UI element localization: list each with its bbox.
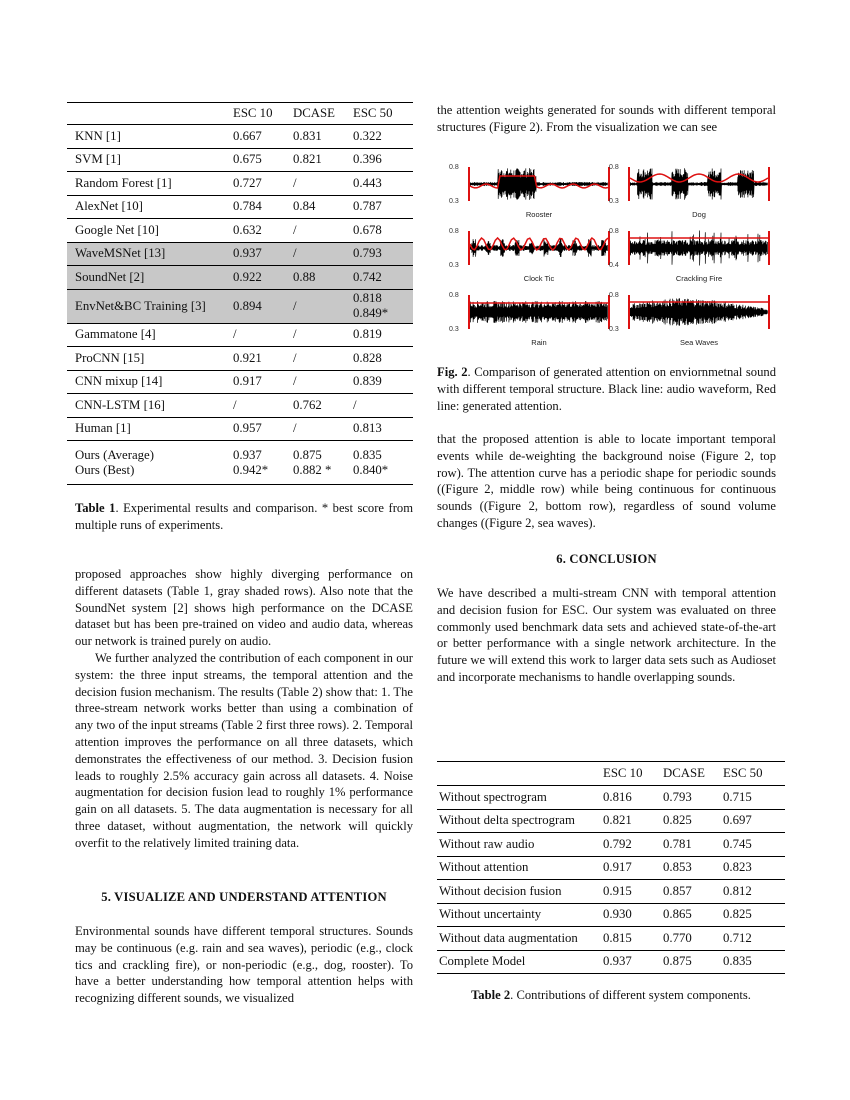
table-cell: 0.875 <box>663 954 692 969</box>
fig2-ytick-top: 0.8 <box>609 228 619 235</box>
fig2-panel <box>609 228 770 283</box>
fig2-ytick-top: 0.8 <box>609 164 619 171</box>
table2 <box>437 761 785 974</box>
fig2-ytick-bottom: 0.3 <box>609 326 619 333</box>
table-cell: / <box>293 175 297 190</box>
fig2-panel <box>609 164 770 219</box>
table-cell: / <box>353 397 357 412</box>
table-cell: 0.322 <box>353 128 382 143</box>
fig2-ytick-bottom: 0.3 <box>609 198 619 205</box>
fig2-panel-title: Clock Tic <box>523 274 555 283</box>
fig2-ytick-top: 0.8 <box>609 292 619 299</box>
fig2-edge-marker <box>628 167 630 201</box>
table2-header-esc10: ESC 10 <box>603 766 643 780</box>
table2-header-esc50: ESC 50 <box>723 766 763 780</box>
fig2-edge-marker <box>608 295 610 329</box>
table-cell-name: Human [1] <box>75 421 131 436</box>
table-cell: 0.819 <box>353 327 382 342</box>
left-para-1: proposed approaches show highly diverging performance on different datasets (Table 1, gray shaded rows). Also note that the SoundNet system [2] shows high performance on the DCASE dataset but has been pre-trained on video and audio data, whereas our network is trained purely on audio. <box>75 567 413 649</box>
left-para-2: We further analyzed the contribution of each component in our system: the three input streams, the temporal attention and the decision fusion mechanism. The results (Table 2) show that: 1. The three-stream network works better than using a combination of any two of the input streams (Table 2 first three rows). 2. Temporal attention improves the performance on all three datasets, which demonstrates the effectiveness of our method. 3. Decision fusion leads to roughly 2.5% accuracy gain across all datasets. 4. Noise augmentation for decision fusion lead to roughly 1% performance gain on all datasets. 5. The data augmentation is necessary for all three dataset, without augmentation, the network will quickly overfit to the relatively limited training data. <box>75 651 413 850</box>
table-cell: 0.88 <box>293 269 316 284</box>
table-cell: 0.894 <box>233 298 262 313</box>
fig2-ytick-bottom: 0.3 <box>449 262 459 269</box>
table-cell-name: CNN-LSTM [16] <box>75 397 165 412</box>
fig2-ytick-top: 0.8 <box>449 164 459 171</box>
table-row <box>67 370 413 394</box>
table-cell: 0.770 <box>663 930 692 945</box>
table-row <box>437 903 785 927</box>
table-cell: 0.697 <box>723 813 752 828</box>
table-cell: 0.815 <box>603 930 632 945</box>
table-cell-name: SoundNet [2] <box>75 269 145 284</box>
table1-caption <box>75 500 413 534</box>
table-cell: 0.816 <box>603 789 632 804</box>
right-para-mid: that the proposed attention is able to locate important temporal events while de-weighting the background noise (Figure 2, top row). The attention curve has a periodic shape for periodic sounds ((Figure 2, middle row) while being continuous for continuous sounds ((Figure 2, bottom row), regardless of sound volume changes ((Figure 2, sea waves). <box>437 432 776 530</box>
table1-header-esc10: ESC 10 <box>233 106 273 120</box>
table-cell: 0.875 <box>293 448 322 462</box>
table-row <box>67 289 413 323</box>
fig2-panel <box>609 292 770 347</box>
table1-caption-label: Table 1 <box>75 501 116 515</box>
table-row <box>437 880 785 904</box>
table-cell: 0.812 <box>723 883 752 898</box>
table-cell: 0.828 <box>353 350 382 365</box>
fig2-waveform <box>630 168 767 200</box>
fig2-ytick-top: 0.8 <box>449 228 459 235</box>
table-cell: 0.762 <box>293 397 322 412</box>
table-row <box>437 833 785 857</box>
table-cell: 0.792 <box>603 836 632 851</box>
table-cell: / <box>293 374 297 389</box>
table-cell-name: Without uncertainty <box>439 907 542 922</box>
fig2-caption-text: . Comparison of generated attention on enviornmetnal sound with different temporal structure. Black line: audio waveform, Red line: generated attention. <box>437 365 776 413</box>
table-cell: / <box>293 327 297 342</box>
table-cell <box>353 289 413 323</box>
table-cell-name: Without data augmentation <box>439 930 578 945</box>
table-cell-line: 0.818 <box>353 291 382 305</box>
table-cell-name: Gammatone [4] <box>75 327 156 342</box>
fig2-panel <box>449 228 610 283</box>
table2-header-row <box>437 762 785 786</box>
table-cell: 0.917 <box>233 374 262 389</box>
table-cell: 0.937 <box>233 246 262 261</box>
table-cell-name: Ours (Best) <box>75 463 135 477</box>
table-cell-name: Google Net [10] <box>75 222 159 237</box>
table-cell: 0.857 <box>663 883 692 898</box>
table-cell-name: ProCNN [15] <box>75 350 145 365</box>
table-cell: 0.839 <box>353 374 382 389</box>
right-para-top: the attention weights generated for sounds with different temporal structures (Figure 2). From the visualization we can see <box>437 103 776 134</box>
fig2-edge-marker <box>768 231 770 265</box>
table-row <box>67 347 413 371</box>
fig2-panel-title: Rain <box>531 338 547 347</box>
fig2-edge-marker <box>468 231 470 265</box>
table-cell-name: Complete Model <box>439 954 526 969</box>
table-cell: 0.727 <box>233 175 262 190</box>
table-cell-name: Ours (Average) <box>75 448 154 462</box>
fig2-waveform <box>470 168 607 200</box>
fig2-ytick-bottom: 0.4 <box>609 262 619 269</box>
table-row <box>437 856 785 880</box>
table-cell: / <box>293 222 297 237</box>
table-cell: 0.840* <box>353 463 389 477</box>
table-cell-name: SVM [1] <box>75 152 121 167</box>
table-row <box>67 148 413 172</box>
table-cell: 0.825 <box>723 907 752 922</box>
table-cell-name: Without attention <box>439 860 529 875</box>
table-cell: 0.443 <box>353 175 382 190</box>
fig2-edge-marker <box>468 295 470 329</box>
table-cell: 0.715 <box>723 789 752 804</box>
table-cell-name: Without raw audio <box>439 836 535 851</box>
table1-header-row <box>67 103 413 125</box>
table2-caption-label: Table 2 <box>471 988 511 1002</box>
table1-grid <box>67 102 413 485</box>
fig2-caption-label: Fig. 2 <box>437 365 468 379</box>
table-row <box>67 219 413 243</box>
table1-ours-row <box>67 441 413 464</box>
table-cell: 0.937 <box>233 448 262 462</box>
table-row <box>67 125 413 149</box>
fig2-panel-title: Crackling Fire <box>675 274 723 283</box>
table-row <box>437 809 785 833</box>
table-cell-name: EnvNet&BC Training [3] <box>75 298 206 313</box>
fig2-panel-title: Sea Waves <box>679 338 719 347</box>
table-cell: 0.712 <box>723 930 752 945</box>
table-cell: / <box>233 397 237 412</box>
fig2-ytick-bottom: 0.3 <box>449 326 459 333</box>
table-cell: / <box>293 350 297 365</box>
fig2-ytick-top: 0.8 <box>449 292 459 299</box>
table-row <box>67 417 413 441</box>
table-cell: 0.831 <box>293 128 322 143</box>
table-cell: 0.396 <box>353 152 382 167</box>
table-cell: 0.675 <box>233 152 262 167</box>
table1-caption-text: . Experimental results and comparison. * best score from multiple runs of experiments. <box>75 501 413 532</box>
fig2-edge-marker <box>768 167 770 201</box>
table-cell: 0.853 <box>663 860 692 875</box>
table-cell: 0.915 <box>603 883 632 898</box>
table2-grid <box>437 761 785 974</box>
section5-heading: 5. VISUALIZE AND UNDERSTAND ATTENTION <box>101 890 387 904</box>
table1-header-esc50: ESC 50 <box>353 106 393 120</box>
fig2-panel <box>449 164 610 219</box>
table-cell: / <box>293 246 297 261</box>
table-row <box>67 242 413 266</box>
table-cell: 0.793 <box>353 246 382 261</box>
table-cell: 0.921 <box>233 350 262 365</box>
table-cell: 0.784 <box>233 199 262 214</box>
table-cell-line: 0.849* <box>353 306 389 320</box>
table-cell: 0.957 <box>233 421 262 436</box>
fig2-caption <box>437 364 776 414</box>
table-cell-name: AlexNet [10] <box>75 199 143 214</box>
table-cell: 0.667 <box>233 128 262 143</box>
table-cell-name: Without decision fusion <box>439 883 562 898</box>
table-row <box>437 950 785 974</box>
table-cell: 0.821 <box>293 152 322 167</box>
fig2-panel-title: Dog <box>692 210 706 219</box>
table-cell: 0.937 <box>603 954 632 969</box>
fig2-ytick-bottom: 0.3 <box>449 198 459 205</box>
table1-ours-best-row <box>67 463 413 485</box>
table-cell-name: KNN [1] <box>75 128 121 143</box>
table2-caption-text: . Contributions of different system components. <box>510 988 751 1002</box>
table-cell: 0.882 * <box>293 463 332 477</box>
fig2-panel-title: Rooster <box>525 210 553 219</box>
table-cell: 0.821 <box>603 813 632 828</box>
table2-header-dcase: DCASE <box>663 766 705 780</box>
table-row <box>437 786 785 810</box>
table-cell: 0.793 <box>663 789 692 804</box>
table-cell: 0.922 <box>233 269 262 284</box>
table-cell: / <box>293 421 297 436</box>
fig2-edge-marker <box>768 295 770 329</box>
table-row <box>67 323 413 347</box>
fig2-edge-marker <box>628 231 630 265</box>
table-cell: 0.781 <box>663 836 692 851</box>
fig2-waveform <box>630 231 767 266</box>
fig2-panel <box>449 292 610 347</box>
table-cell: 0.823 <box>723 860 752 875</box>
fig2-edge-marker <box>468 167 470 201</box>
table-cell: 0.813 <box>353 421 382 436</box>
table-row <box>67 195 413 219</box>
fig2-edge-marker <box>608 231 610 265</box>
table-cell: 0.745 <box>723 836 752 851</box>
left-para-3: Environmental sounds have different temporal structures. Sounds may be continuous (e.g. rain and sea waves), periodic (e.g., clock tics and crackling fire), or non-periodic (e.g., dog, rooster). To have a better understanding how temporal attention helps with recognizing different sounds, we visualized <box>75 924 413 1006</box>
table-row <box>67 172 413 196</box>
table-cell-name: Without spectrogram <box>439 789 547 804</box>
table-row <box>67 266 413 290</box>
table-cell: / <box>233 327 237 342</box>
table-cell: 0.835 <box>353 448 382 462</box>
table-cell-name: Without delta spectrogram <box>439 813 575 828</box>
table-cell: 0.84 <box>293 199 316 214</box>
table-cell: 0.865 <box>663 907 692 922</box>
table1 <box>67 102 413 485</box>
table2-caption <box>437 987 785 1004</box>
table-cell: 0.917 <box>603 860 632 875</box>
table-cell: 0.942* <box>233 463 269 477</box>
right-para-conclusion: We have described a multi-stream CNN with temporal attention and decision fusion for ESC. Our system was evaluated on three commonly used benchmark data sets and achieved state-of-the-art or better performance with a single network architecture. In the future we will extend this work to larger data sets such as Audioset and incorporate mechanisms to handle overlapping sounds. <box>437 586 776 684</box>
table-row <box>67 394 413 418</box>
table-cell: 0.678 <box>353 222 382 237</box>
table-cell: 0.825 <box>663 813 692 828</box>
fig2-edge-marker <box>628 295 630 329</box>
table-cell-name: WaveMSNet [13] <box>75 246 166 261</box>
table1-header-dcase: DCASE <box>293 106 335 120</box>
table-cell: 0.930 <box>603 907 632 922</box>
table-cell: / <box>293 298 297 313</box>
table-cell: 0.632 <box>233 222 262 237</box>
table-cell: 0.742 <box>353 269 382 284</box>
table-cell-name: CNN mixup [14] <box>75 374 163 389</box>
fig2-waveform <box>470 301 607 323</box>
table-cell: 0.787 <box>353 199 382 214</box>
table-cell: 0.835 <box>723 954 752 969</box>
section6-heading: 6. CONCLUSION <box>556 552 657 566</box>
table-row <box>437 927 785 951</box>
figure2 <box>437 155 776 347</box>
fig2-edge-marker <box>608 167 610 201</box>
table-cell-name: Random Forest [1] <box>75 175 172 190</box>
